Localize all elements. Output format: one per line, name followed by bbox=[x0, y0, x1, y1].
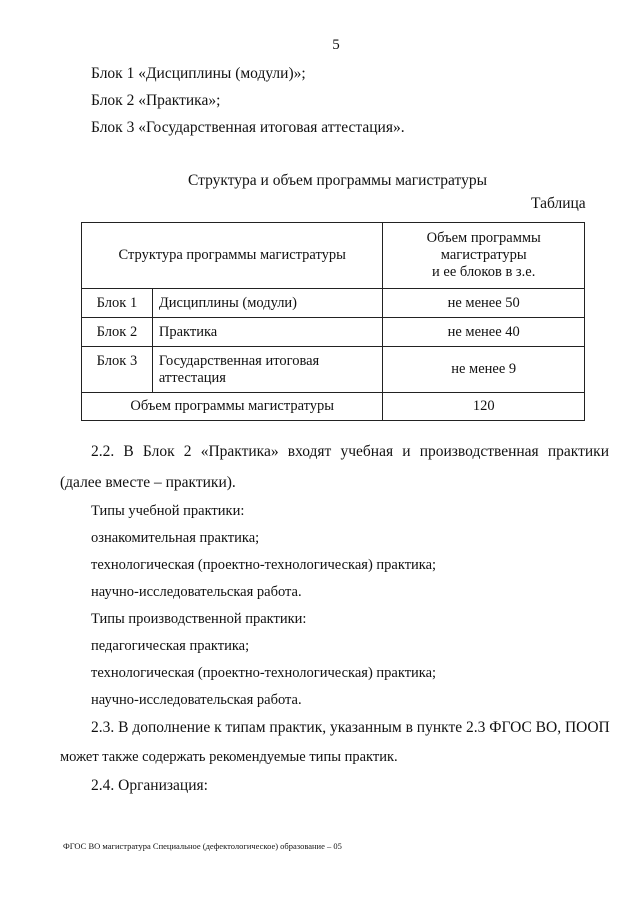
row-name-line: Практика bbox=[158, 323, 218, 340]
prod-type-item-1: педагогическая практика; bbox=[91, 638, 250, 654]
row-name-line: Государственная итоговая bbox=[158, 352, 320, 369]
row-name-cell bbox=[152, 318, 383, 347]
table-title: Структура и объем программы магистратуры bbox=[188, 172, 488, 189]
block-list-item-2: Блок 2 «Практика»; bbox=[91, 92, 221, 109]
table-header-row bbox=[82, 223, 585, 289]
table-row bbox=[82, 289, 585, 318]
table-row bbox=[82, 347, 585, 393]
edu-type-item-1: ознакомительная практика; bbox=[91, 530, 260, 546]
para-2-3-line-1: 2.3. В дополнение к типам практик, указанным в пункте 2.3 ФГОС ВО, ПООП bbox=[91, 719, 610, 736]
prod-type-item-2: технологическая (проектно-технологическая) практика; bbox=[91, 665, 437, 681]
block-list-item-1: Блок 1 «Дисциплины (модули)»; bbox=[91, 65, 306, 82]
header-volume-line-2: магистратуры bbox=[440, 247, 527, 263]
row-name-line: Дисциплины (модули) bbox=[158, 294, 298, 311]
block-list-item-3: Блок 3 «Государственная итоговая аттестация». bbox=[91, 119, 405, 136]
table-total-row bbox=[82, 393, 585, 421]
prod-types-heading: Типы производственной практики: bbox=[91, 611, 307, 627]
edu-types-heading: Типы учебной практики: bbox=[91, 503, 245, 519]
edu-type-item-3: научно-исследовательская работа. bbox=[91, 584, 302, 600]
total-value-cell: 120 bbox=[383, 393, 585, 421]
header-volume-cell bbox=[383, 223, 585, 289]
para-2-2-line-1: 2.2. В Блок 2 «Практика» входят учебная и производственная практики bbox=[91, 443, 609, 460]
header-volume-line-1: Объем программы bbox=[426, 230, 541, 246]
header-structure-text: Структура программы магистратуры bbox=[118, 247, 346, 263]
row-name-cell bbox=[152, 347, 383, 393]
row-block-cell: Блок 1 bbox=[82, 289, 153, 318]
row-volume-cell: не менее 9 bbox=[383, 347, 585, 393]
row-block-cell: Блок 2 bbox=[82, 318, 153, 347]
para-2-2-line-2: (далее вместе – практики). bbox=[60, 474, 236, 491]
edu-type-item-2: технологическая (проектно-технологическая) практика; bbox=[91, 557, 437, 573]
row-name-cell bbox=[152, 289, 383, 318]
row-volume-cell: не менее 50 bbox=[383, 289, 585, 318]
header-structure-cell bbox=[82, 223, 383, 289]
header-volume-line-3: и ее блоков в з.е. bbox=[432, 264, 536, 280]
structure-table bbox=[81, 222, 585, 421]
row-block-cell: Блок 3 bbox=[82, 347, 153, 393]
row-volume-cell: не менее 40 bbox=[383, 318, 585, 347]
page-number: 5 bbox=[332, 37, 340, 53]
table-label: Таблица bbox=[531, 195, 586, 212]
page-footer: ФГОС ВО магистратура Специальное (дефектологическое) образование – 05 bbox=[63, 841, 342, 851]
prod-type-item-3: научно-исследовательская работа. bbox=[91, 692, 302, 708]
para-2-4: 2.4. Организация: bbox=[91, 777, 208, 794]
row-name-line: аттестация bbox=[158, 369, 226, 386]
para-2-3-line-2: может также содержать рекомендуемые типы практик. bbox=[60, 749, 398, 765]
total-label-cell: Объем программы магистратуры bbox=[82, 393, 383, 421]
table-row bbox=[82, 318, 585, 347]
